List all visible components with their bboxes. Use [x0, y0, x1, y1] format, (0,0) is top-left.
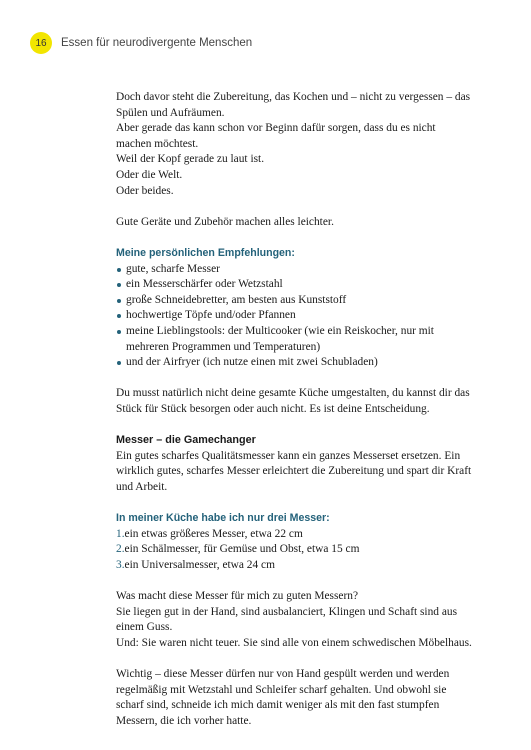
list-text: ein Schälmesser, für Gemüse und Obst, etwa 15 cm: [124, 543, 360, 556]
tools-sentence: Gute Geräte und Zubehör machen alles leichter.: [116, 215, 334, 228]
why-question: Was macht diese Messer für mich zu guten Messern?: [116, 590, 359, 602]
knives-text: Ein gutes scharfes Qualitätsmesser kann ein ganzes Messerset ersetzen. Ein wirklich gutes, scharfes Messer erleichtert die Zubereitung und spart dir Kraft und Arbeit.: [116, 449, 472, 493]
page-header: [30, 32, 252, 54]
care-note: Wichtig – diese Messer dürfen nur von Hand gespült werden und werden regelmäßig mit Wetzstahl und Schleifer scharf gehalten. Und obwohl sie scharf sind, schneide ich mich damit weniger als mit den fast stumpfen Messern, die ich vorher hatte.: [116, 667, 450, 727]
why-answer: Sie liegen gut in der Hand, sind ausbalanciert, Klingen und Schaft sind aus einem Guss.: [116, 605, 458, 634]
page-number-badge: [30, 32, 52, 54]
list-item: gute, scharfe Messer: [116, 262, 472, 278]
running-title: Essen für neurodivergente Menschen: [61, 37, 253, 49]
list-number: 3.: [116, 558, 125, 571]
list-item: [116, 527, 472, 543]
why-answer: Und: Sie waren nicht teuer. Sie sind alle von einem schwedischen Möbelhaus.: [116, 636, 472, 649]
intro-line: Oder die Welt.: [116, 168, 183, 181]
list-item: ein Messerschärfer oder Wetzstahl: [116, 277, 472, 293]
intro-line: Oder beides.: [116, 184, 174, 197]
list-item: hochwertige Töpfe und/oder Pfannen: [116, 308, 472, 324]
recommendations-list: [116, 262, 472, 371]
page-body: [116, 90, 472, 729]
intro-line: Doch davor steht die Zubereitung, das Kochen und – nicht zu vergessen – das Spülen und Aufräumen.: [116, 91, 471, 119]
list-number: 1.: [116, 527, 125, 540]
list-text: ein Universalmesser, etwa 24 cm: [124, 558, 275, 571]
intro-line: Aber gerade das kann schon vor Beginn dafür sorgen, dass du es nicht machen möchtest.: [116, 122, 436, 150]
list-item: [116, 558, 472, 574]
recommendations-heading: Meine persönlichen Empfehlungen:: [116, 246, 295, 259]
list-item: [116, 542, 472, 558]
list-number: 2.: [116, 543, 125, 556]
list-item: große Schneidebretter, am besten aus Kunststoff: [116, 293, 472, 309]
kitchen-note: Du musst natürlich nicht deine gesamte Küche umgestalten, du kannst dir das Stück für Stück besorgen oder auch nicht. Es ist deine Entscheidung.: [116, 387, 470, 415]
list-text: ein etwas größeres Messer, etwa 22 cm: [124, 527, 303, 540]
list-item: und der Airfryer (ich nutze einen mit zwei Schubladen): [116, 355, 472, 371]
knives-list: [116, 527, 472, 574]
knives-list-heading: In meiner Küche habe ich nur drei Messer:: [116, 512, 330, 525]
page-number: 16: [35, 37, 47, 49]
section-title: Messer – die Gamechanger: [116, 434, 256, 447]
list-item: meine Lieblingstools: der Multicooker (wie ein Reiskocher, nur mit mehreren Programmen und Temperaturen): [116, 324, 472, 355]
intro-line: Weil der Kopf gerade zu laut ist.: [116, 153, 265, 166]
